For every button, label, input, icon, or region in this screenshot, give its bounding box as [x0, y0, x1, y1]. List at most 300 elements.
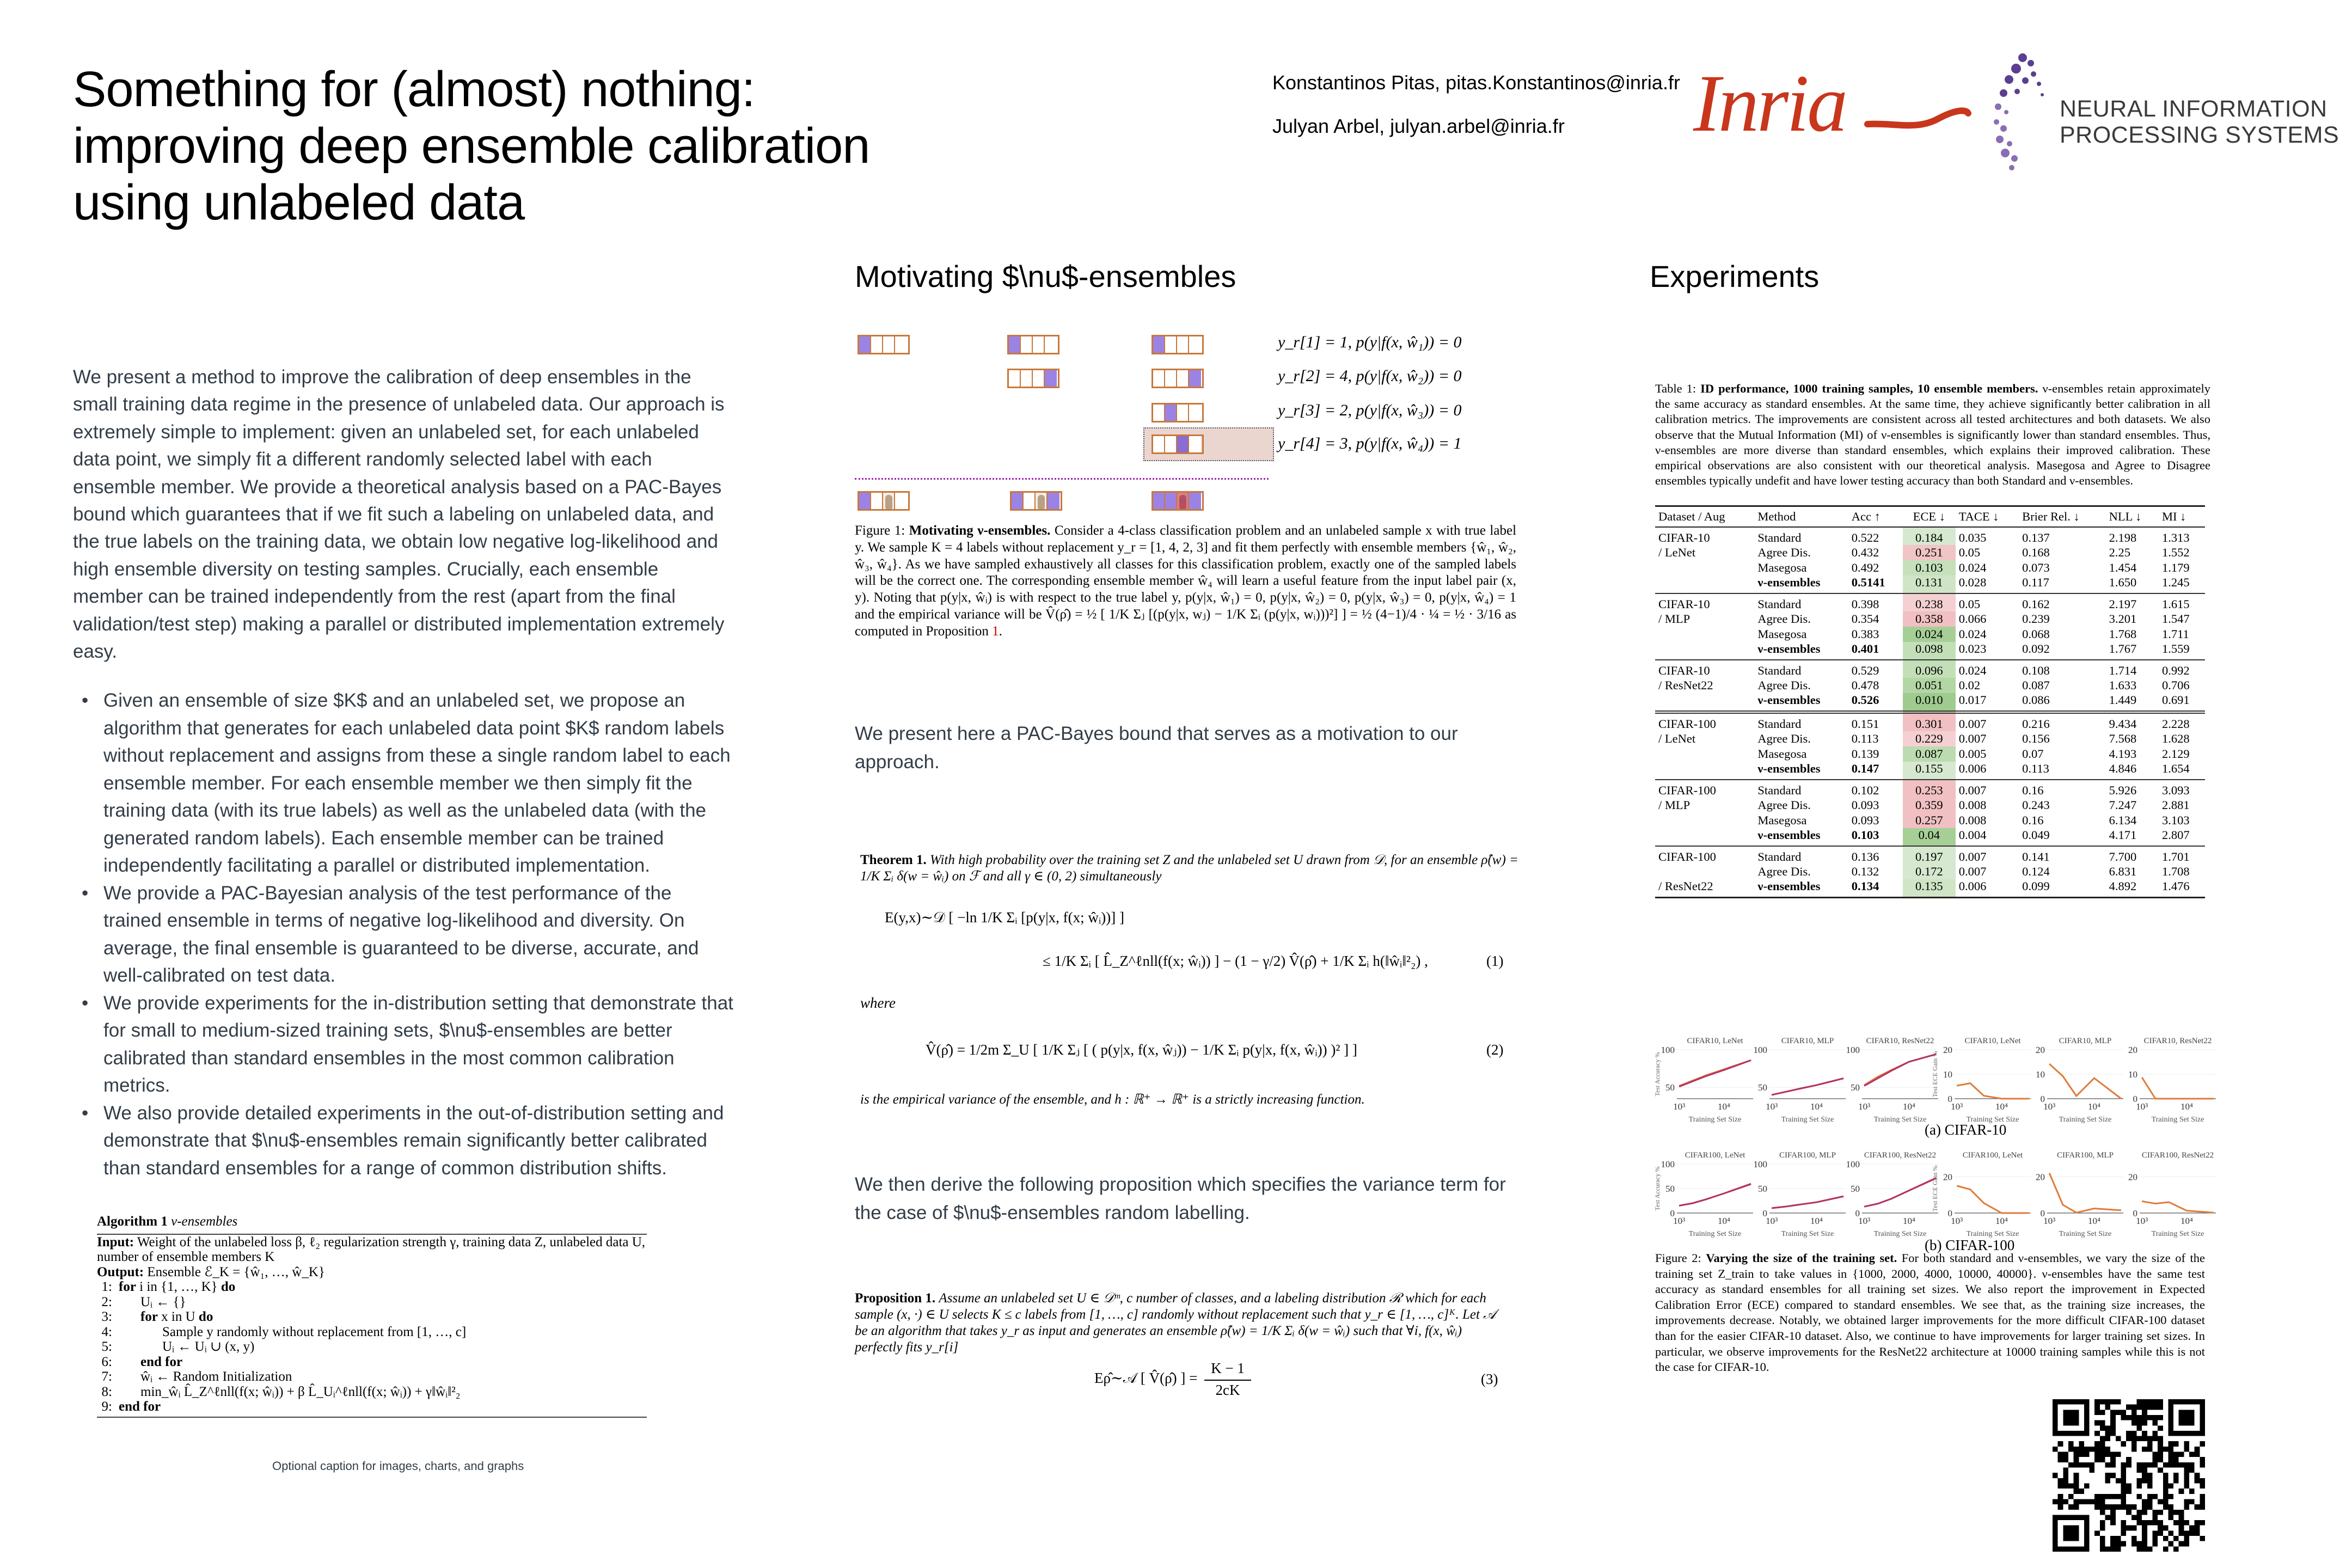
acc-cell: 0.102 — [1851, 783, 1879, 797]
y-tick-label: 20 — [1943, 1045, 1952, 1055]
nll-cell: 4.846 — [2109, 761, 2137, 775]
nll-cell: 3.201 — [2109, 611, 2137, 626]
nll-cell: 4.193 — [2109, 746, 2137, 761]
brier-cell: 0.16 — [2022, 813, 2044, 827]
equation-3-lhs: Eρ̂∼𝒜 [ V̂(ρ̂) ] = — [1094, 1370, 1198, 1386]
table-group — [1655, 846, 2205, 898]
acc-cell: 0.5141 — [1851, 575, 1885, 589]
nll-cell: 2.198 — [2109, 530, 2137, 544]
chart-title: CIFAR100, LeNet — [1685, 1151, 1745, 1160]
x-tick-label: 10³ — [1858, 1101, 1871, 1112]
neurips-wordmark: NEURAL INFORMATION PROCESSING SYSTEMS — [2060, 96, 2339, 148]
brier-cell: 0.137 — [2022, 530, 2050, 544]
y-tick-label: 50 — [1851, 1082, 1860, 1093]
dataset-cell: CIFAR-10 — [1658, 663, 1710, 677]
acc-cell: 0.132 — [1851, 864, 1879, 878]
inria-logo — [1688, 54, 1971, 152]
y-tick-label: 0 — [1670, 1208, 1675, 1218]
dataset-cell: CIFAR-100 — [1658, 783, 1716, 797]
dataset-cell: / ResNet22 — [1658, 879, 1713, 893]
table-row — [1655, 693, 2205, 712]
nll-cell: 1.767 — [2109, 641, 2137, 656]
y-tick-label: 50 — [1665, 1184, 1675, 1194]
x-axis-label: Training Set Size — [2059, 1116, 2112, 1124]
x-tick-label: 10⁴ — [2180, 1216, 2193, 1226]
nll-cell: 1.768 — [2109, 627, 2137, 641]
table-row — [1655, 575, 2205, 593]
figure-1 — [855, 321, 1541, 517]
mini-line-chart — [2118, 1034, 2235, 1130]
nll-cell: 7.247 — [2109, 798, 2137, 812]
contribution-item: • Given an ensemble of size $K$ and an unlabeled set, we propose an algorithm that generates for each unlabeled data point $K$ random labels without replacement and assigns from these a single random label to each ensemble member. For each ensemble member we then simply fit the training data (with its true labels) as well as the unlabeled data (with the generated random labels). Each ensemble member can be trained independently facilitating a parallel or distributed implementation. — [82, 687, 735, 880]
series-line — [1772, 1196, 1843, 1208]
nll-cell: 1.714 — [2109, 663, 2137, 677]
title-line: improving deep ensemble calibration — [73, 118, 870, 174]
brier-cell: 0.239 — [2022, 611, 2050, 626]
column-header: ECE ↓ — [1913, 509, 1945, 523]
theorem-closing: is the empirical variance of the ensemble, and h : ℝ⁺ → ℝ⁺ is a strictly increasing function. — [860, 1092, 1365, 1107]
label-vector — [1152, 335, 1204, 354]
table-row — [1655, 828, 2205, 846]
y-tick-label: 50 — [1758, 1184, 1767, 1194]
dataset-cell — [1655, 575, 1754, 593]
table-1-caption: Table 1: ID performance, 1000 training samples, 10 ensemble members. ν-ensembles retain approximately the same accuracy as standard ensembles. At the same time, they achieve significantly better calibration in all calibration metrics. The improvements are consistent across all tested architectures and both datasets. We also observe that the Mutual Information (MI) of ν-ensembles is significantly lower than standard ensembles. Thus, ν-ensembles are more diverse than standard ensembles, which explains their improved calibration. These empirical observations are also consistent with our theoretical analysis. Masegosa and Agree to Disagree ensembles typically undefit and have lower testing accuracy than both Standard and ν-ensembles. — [1655, 382, 2210, 488]
cat-image-icon — [1036, 493, 1048, 509]
acc-cell: 0.526 — [1851, 693, 1879, 707]
method-cell: Standard — [1757, 597, 1802, 611]
x-tick-label: 10⁴ — [1718, 1101, 1730, 1112]
x-tick-label: 10³ — [1951, 1216, 1963, 1226]
ece-cell: 0.238 — [1903, 593, 1956, 611]
ece-cell: 0.096 — [1903, 660, 1956, 678]
svg-text:Inria: Inria — [1693, 58, 1846, 149]
chart-title: CIFAR100, MLP — [1779, 1151, 1836, 1160]
ece-cell: 0.184 — [1903, 527, 1956, 545]
nll-cell: 6.831 — [2109, 864, 2137, 878]
dataset-cell: / LeNet — [1658, 731, 1696, 745]
chart-title: CIFAR100, ResNet22 — [2141, 1151, 2214, 1160]
table-row — [1655, 813, 2205, 828]
mi-cell: 1.628 — [2161, 731, 2190, 745]
algorithm-step: 6: end for — [101, 1354, 183, 1369]
label-equation: y_r[4] = 3, p(y|f(x, ŵ₄)) = 1 — [1278, 434, 1462, 452]
acc-cell: 0.103 — [1851, 828, 1879, 842]
dataset-cell: CIFAR-10 — [1658, 597, 1710, 611]
tace-cell: 0.006 — [1958, 761, 1987, 775]
x-tick-label: 10³ — [1673, 1101, 1686, 1112]
y-tick-label: 10 — [2036, 1069, 2045, 1080]
brier-cell: 0.073 — [2022, 560, 2050, 574]
chart-title: CIFAR100, MLP — [2057, 1151, 2114, 1160]
method-cell: Masegosa — [1757, 560, 1807, 574]
mi-cell: 1.245 — [2161, 575, 2190, 589]
method-cell: Masegosa — [1757, 627, 1807, 641]
mi-cell: 1.179 — [2161, 560, 2190, 574]
ece-cell: 0.358 — [1903, 611, 1956, 627]
acc-cell: 0.134 — [1851, 879, 1879, 893]
y-tick-label: 0 — [1947, 1094, 1952, 1104]
table-group — [1655, 527, 2205, 593]
x-axis-label: Training Set Size — [1688, 1230, 1742, 1238]
section-title-experiments: Experiments — [1650, 259, 1820, 293]
x-tick-label: 10³ — [1766, 1216, 1778, 1226]
tace-cell: 0.023 — [1958, 641, 1987, 656]
tace-cell: 0.035 — [1958, 530, 1987, 544]
dataset-cell: CIFAR-100 — [1658, 849, 1716, 863]
y-tick-label: 0 — [2133, 1208, 2137, 1218]
method-cell: ν-ensembles — [1757, 575, 1821, 589]
ensemble-output-vector — [1010, 491, 1062, 511]
tace-cell: 0.008 — [1958, 798, 1987, 812]
label-vector — [1007, 335, 1059, 354]
table-row — [1655, 611, 2205, 627]
y-tick-label: 0 — [2040, 1094, 2045, 1104]
algorithm-step: 9: end for — [101, 1399, 161, 1414]
dataset-cell: CIFAR-10 — [1658, 530, 1710, 544]
acc-cell: 0.093 — [1851, 813, 1879, 827]
brier-cell: 0.092 — [2022, 641, 2050, 656]
mi-cell: 1.701 — [2161, 849, 2190, 863]
acc-cell: 0.139 — [1851, 746, 1879, 761]
series-line — [1864, 1178, 1936, 1206]
title-line: using unlabeled data — [73, 175, 525, 230]
algorithm-step: 5: Uᵢ ← Uᵢ ∪ (x, y) — [101, 1339, 255, 1354]
ece-cell: 0.087 — [1903, 746, 1956, 762]
brier-cell: 0.07 — [2022, 746, 2044, 761]
x-tick-label: 10³ — [2136, 1216, 2148, 1226]
y-tick-label: 20 — [2036, 1045, 2045, 1055]
table-row — [1655, 560, 2205, 575]
column-header: Method — [1757, 509, 1796, 523]
ece-cell: 0.024 — [1903, 627, 1956, 642]
brier-cell: 0.124 — [2022, 864, 2050, 878]
acc-cell: 0.093 — [1851, 798, 1879, 812]
y-axis-label: Test Accuracy % — [1653, 1052, 1661, 1097]
x-tick-label: 10⁴ — [1995, 1101, 2008, 1112]
tace-cell: 0.007 — [1958, 731, 1987, 745]
brier-cell: 0.108 — [2022, 663, 2050, 677]
subfigure-label: (b) CIFAR-100 — [1925, 1237, 2015, 1253]
column-header: TACE ↓ — [1958, 509, 1999, 523]
acc-cell: 0.432 — [1851, 545, 1879, 559]
x-tick-label: 10³ — [2043, 1101, 2056, 1112]
tace-cell: 0.066 — [1958, 611, 1987, 626]
method-cell: Standard — [1757, 530, 1802, 544]
acc-cell: 0.478 — [1851, 678, 1879, 692]
algorithm-step: 8: min_ŵᵢ L̂_Z^ℓnll(f(x; ŵᵢ)) + β L̂_Uᵢ^ℓnll(f(x; ŵᵢ)) + γ‖ŵᵢ‖²₂ — [101, 1384, 461, 1399]
y-axis-label: Test ECE Gain % — [1931, 1165, 1939, 1212]
y-tick-label: 100 — [1846, 1045, 1860, 1055]
mi-cell: 3.103 — [2161, 813, 2190, 827]
y-tick-label: 100 — [1753, 1045, 1767, 1055]
brier-cell: 0.216 — [2022, 716, 2050, 731]
theorem-1: Theorem 1. With high probability over the training set Z and the unlabeled set U drawn from 𝒟, for an ensemble ρ̂(w) = 1/K Σᵢ δ(w = ŵᵢ) on ℱ and all γ ∈ (0, 2) simultaneously E(y,x)∼𝒟 [ −ln 1/K Σᵢ [p(y|x, f(x; ŵᵢ))] ] ≤ 1/K Σᵢ [ L̂_Z^ℓnll(f(x; ŵᵢ)) ] − (1 − γ/2) V̂(ρ̂) + 1/K Σᵢ h(‖ŵᵢ‖²₂) , (1) where V̂(ρ̂) = 1/2m Σ_U [ 1/K Σⱼ [ ( p(y|x, f(x, ŵⱼ)) − 1/K Σᵢ p(y|x, f(x, ŵᵢ)) )² ] ] (2) is the empirical variance of the ensemble, and h : ℝ⁺ → ℝ⁺ is a strictly increasing function. — [860, 853, 1518, 1107]
x-axis-label: Training Set Size — [1873, 1116, 1927, 1124]
authors — [1272, 61, 1680, 148]
brier-cell: 0.086 — [2022, 693, 2050, 707]
table-row — [1655, 731, 2205, 746]
algorithm-steps — [97, 1279, 647, 1414]
bullet-icon: • — [82, 1102, 89, 1124]
author-pitas: Konstantinos Pitas, pitas.Konstantinos@inria.fr — [1272, 71, 1680, 94]
acc-cell: 0.492 — [1851, 560, 1879, 574]
equation-number: (1) — [1486, 953, 1504, 969]
y-tick-label: 20 — [2128, 1045, 2137, 1055]
acc-cell: 0.401 — [1851, 641, 1879, 656]
method-cell: ν-ensembles — [1757, 761, 1821, 775]
method-cell: Standard — [1757, 716, 1802, 731]
y-tick-label: 50 — [1758, 1082, 1767, 1093]
ece-cell: 0.135 — [1903, 879, 1956, 898]
method-cell: ν-ensembles — [1757, 641, 1821, 656]
proposition-ref-link[interactable]: 1 — [992, 623, 999, 639]
chart-title: CIFAR100, LeNet — [1962, 1151, 2023, 1160]
table-group — [1655, 712, 2205, 780]
x-tick-label: 10⁴ — [1903, 1101, 1915, 1112]
y-tick-label: 100 — [1753, 1159, 1767, 1169]
dataset-cell: / MLP — [1658, 798, 1690, 812]
method-cell: Agree Dis. — [1757, 545, 1811, 559]
section-title-motivating: Motivating $\nu$-ensembles — [855, 259, 1236, 293]
mi-cell: 0.992 — [2161, 663, 2190, 677]
series-line — [2049, 1064, 2121, 1099]
x-tick-label: 10³ — [1951, 1101, 1963, 1112]
y-tick-label: 20 — [2128, 1172, 2137, 1183]
tace-cell: 0.004 — [1958, 828, 1987, 842]
dataset-cell: CIFAR-100 — [1658, 716, 1716, 731]
table-row — [1655, 762, 2205, 780]
y-tick-label: 0 — [2133, 1094, 2137, 1104]
series-line — [2049, 1173, 2121, 1213]
label-vector — [1152, 434, 1204, 454]
method-cell: Masegosa — [1757, 746, 1807, 761]
method-cell: ν-ensembles — [1757, 828, 1821, 842]
table-row — [1655, 798, 2205, 813]
series-line — [1864, 1054, 1936, 1086]
dataset-cell: / ResNet22 — [1658, 678, 1713, 692]
brier-cell: 0.156 — [2022, 731, 2050, 745]
ece-cell: 0.197 — [1903, 846, 1956, 864]
ensemble-output-vector — [857, 491, 910, 511]
image-caption: Optional caption for images, charts, and graphs — [272, 1459, 524, 1473]
series-line — [1957, 1083, 2029, 1099]
ece-cell: 0.253 — [1903, 780, 1956, 798]
chart-title: CIFAR10, MLP — [2059, 1037, 2112, 1045]
equation-3-denominator: 2cK — [1215, 1382, 1240, 1398]
column-header: Acc ↑ — [1851, 509, 1881, 523]
tace-cell: 0.05 — [1958, 597, 1981, 611]
nll-cell: 6.134 — [2109, 813, 2137, 827]
equation-1-lhs: E(y,x)∼𝒟 [ −ln 1/K Σᵢ [p(y|x, f(x; ŵᵢ))] ] — [885, 909, 1124, 926]
algorithm-title: Algorithm 1 ν-ensembles — [97, 1214, 238, 1229]
mi-cell: 0.706 — [2161, 678, 2190, 692]
algorithm-output: Output: Ensemble ℰ_K = {ŵ₁, …, ŵ_K} — [97, 1264, 325, 1279]
x-tick-label: 10⁴ — [1718, 1216, 1730, 1226]
qr-code[interactable] — [2053, 1399, 2205, 1552]
figure-2 — [1650, 1034, 2232, 1263]
x-axis-label: Training Set Size — [1781, 1116, 1834, 1124]
table-row — [1655, 627, 2205, 642]
y-tick-label: 50 — [1665, 1082, 1675, 1093]
divider-line — [855, 478, 1269, 480]
chart-title: CIFAR10, MLP — [1781, 1037, 1834, 1045]
y-tick-label: 0 — [1762, 1208, 1767, 1218]
dataset-cell — [1655, 693, 1754, 712]
table-row — [1655, 712, 2205, 731]
table-row — [1655, 846, 2205, 864]
acc-cell: 0.354 — [1851, 611, 1879, 626]
nll-cell: 7.568 — [2109, 731, 2137, 745]
y-tick-label: 10 — [2128, 1069, 2137, 1080]
nll-cell: 9.434 — [2109, 716, 2137, 731]
mi-cell: 1.547 — [2161, 611, 2190, 626]
method-cell: Agree Dis. — [1757, 731, 1811, 745]
mi-cell: 2.807 — [2161, 828, 2190, 842]
table-row — [1655, 545, 2205, 560]
ece-cell: 0.229 — [1903, 731, 1956, 746]
tace-cell: 0.02 — [1958, 678, 1981, 692]
chart-title: CIFAR100, ResNet22 — [1864, 1151, 1937, 1160]
acc-cell: 0.147 — [1851, 761, 1879, 775]
equation-number: (3) — [1481, 1371, 1498, 1387]
method-cell: ν-ensembles — [1757, 879, 1821, 893]
y-tick-label: 100 — [1846, 1159, 1860, 1169]
dataset-cell: / MLP — [1658, 611, 1690, 626]
tace-cell: 0.008 — [1958, 813, 1987, 827]
label-vector — [1152, 403, 1204, 422]
mi-cell: 3.093 — [2161, 783, 2190, 797]
x-tick-label: 10³ — [1766, 1101, 1778, 1112]
ece-cell: 0.131 — [1903, 575, 1956, 593]
ece-cell: 0.301 — [1903, 712, 1956, 731]
where-label: where — [860, 995, 896, 1011]
y-axis-label: Test ECE Gain % — [1931, 1051, 1939, 1098]
table-row — [1655, 527, 2205, 545]
algorithm-box — [97, 1214, 647, 1418]
mi-cell: 1.559 — [2161, 641, 2190, 656]
series-line — [1679, 1184, 1751, 1206]
brier-cell: 0.243 — [2022, 798, 2050, 812]
brier-cell: 0.049 — [2022, 828, 2050, 842]
table-row — [1655, 864, 2205, 879]
title-line: Something for (almost) nothing: — [73, 62, 755, 117]
acc-cell: 0.151 — [1851, 716, 1879, 731]
table-row — [1655, 879, 2205, 898]
brier-cell: 0.113 — [2022, 761, 2049, 775]
tace-cell: 0.006 — [1958, 879, 1987, 893]
equation-1-rhs: ≤ 1/K Σᵢ [ L̂_Z^ℓnll(f(x; ŵᵢ)) ] − (1 − γ/2) V̂(ρ̂) + 1/K Σᵢ h(‖ŵᵢ‖²₂) , — [1043, 953, 1428, 969]
ece-cell: 0.251 — [1903, 545, 1956, 560]
y-tick-label: 100 — [1661, 1159, 1675, 1169]
dataset-cell — [1655, 746, 1754, 762]
y-tick-label: 0 — [1947, 1208, 1952, 1218]
method-cell: Agree Dis. — [1757, 611, 1811, 626]
series-line — [1772, 1079, 1843, 1095]
x-tick-label: 10⁴ — [2088, 1216, 2100, 1226]
brier-cell: 0.087 — [2022, 678, 2050, 692]
x-tick-label: 10⁴ — [1810, 1101, 1823, 1112]
mini-line-chart — [2118, 1149, 2235, 1244]
contribution-list — [82, 687, 735, 1182]
nll-cell: 7.700 — [2109, 849, 2137, 863]
y-tick-label: 50 — [1851, 1184, 1860, 1194]
equation-3-numerator: K − 1 — [1211, 1360, 1245, 1376]
ensemble-output-vector — [1152, 491, 1204, 511]
mi-cell: 1.654 — [2161, 761, 2190, 775]
mi-cell: 1.711 — [2161, 627, 2189, 641]
pac-bayes-intro: We present here a PAC-Bayes bound that serves as a motivation to our approach. — [855, 723, 1458, 773]
method-cell: Agree Dis. — [1757, 678, 1811, 692]
table-group — [1655, 660, 2205, 712]
label-vector — [1152, 369, 1204, 388]
dataset-cell — [1655, 864, 1754, 879]
x-axis-label: Training Set Size — [1966, 1230, 2019, 1238]
ece-cell: 0.103 — [1903, 560, 1956, 575]
chart-title: CIFAR10, ResNet22 — [1866, 1037, 1934, 1045]
method-cell: ν-ensembles — [1757, 693, 1821, 707]
figure-2-caption: Figure 2: Varying the size of the training set. For both standard and ν-ensembles, we vary the size of the training set Z_train to take values in {1000, 2000, 4000, 10000, 40000}. ν-ensembles have the same test accuracy as standard ensembles for all training set sizes. We also report the improvement in Expected Calibration Error (ECE) compared to standard ensembles. We see that, as the training size increases, the improvements decrease. Notably, we obtained larger improvements for the more difficult CIFAR-100 dataset than for the easier CIFAR-10 dataset. Also, we continue to have improvements for larger training set sizes. In particular, we observe improvements for the ResNet22 architecture at 10000 training samples while this is not the case for CIFAR-10. — [1655, 1251, 2205, 1374]
acc-cell: 0.383 — [1851, 627, 1879, 641]
algorithm-input: Input: Weight of the unlabeled loss β, ℓ₂ regularization strength γ, training data Z, unlabeled data U, number of ensemble members K — [97, 1234, 646, 1264]
x-axis-label: Training Set Size — [1781, 1230, 1834, 1238]
equation-number: (2) — [1486, 1042, 1504, 1058]
chart-title: CIFAR10, LeNet — [1687, 1037, 1743, 1045]
series-line — [1679, 1184, 1751, 1206]
x-axis-label: Training Set Size — [1966, 1116, 2019, 1124]
method-cell: Standard — [1757, 849, 1802, 863]
table-group — [1655, 780, 2205, 846]
y-tick-label: 0 — [2040, 1208, 2045, 1218]
figure-1-caption: Figure 1: Motivating ν-ensembles. Consider a 4-class classification problem and an unlabeled sample x with true label y. We sample K = 4 labels without replacement y_r = [1, 4, 2, 3] and fit them perfectly with ensemble members {ŵ₁, ŵ₂, ŵ₃, ŵ₄}. As we have sampled exhaustively all classes for this classification problem, exactly one of the sampled labels will be the correct one. The corresponding ensemble member ŵ₄ will learn a useful feature from the input label pair (x, y). Noting that p(y|x, ŵᵢ) is with respect to the true label y, p(y|x, ŵ₁) = 0, p(y|x, ŵ₂) = 0, p(y|x, ŵ₃) = 0, p(y|x, ŵ₄) = 1 and the empirical variance will be V̂(ρ̂) = ½ [ 1/K Σⱼ [(p(y|x, wⱼ) − 1/K Σᵢ (p(y|x, wᵢ)))²] ] = ½ (4−1)/4 · ¼ = ½ · 3/16 as computed in Proposition 1. — [855, 523, 1517, 639]
dataset-cell: / LeNet — [1658, 545, 1696, 559]
series-line — [1679, 1060, 1751, 1086]
bullet-icon: • — [82, 992, 89, 1014]
proposition-1: Proposition 1. Assume an unlabeled set U ∈ 𝒟ᵐ, c number of classes, and a labeling distribution ℛ which for each sample (x, ·) ∈ U selects K ≤ c labels from [1, …, c] randomly without replacement such that y_r ∈ [1, …, c]ᴷ. Let 𝒜 be an algorithm that takes y_r as input and generates an ensemble ρ̂(w) = 1/K Σᵢ δ(w = ŵᵢ) such that ∀i, f(x, ŵᵢ) perfectly fits y_r[i] Eρ̂∼𝒜 [ V̂(ρ̂) ] = K − 1 2cK (3) — [855, 1291, 1498, 1398]
ece-cell: 0.359 — [1903, 798, 1956, 813]
series-line — [1957, 1186, 2029, 1213]
proposition-intro: We then derive the following proposition which specifies the variance term for the case of $\nu$-ensembles random labelling. — [855, 1174, 1506, 1223]
mi-cell: 1.708 — [2161, 864, 2190, 878]
tace-cell: 0.007 — [1958, 783, 1987, 797]
chart-title: CIFAR10, LeNet — [1964, 1037, 2021, 1045]
algorithm-step: 1: for i in {1, …, K} do — [101, 1279, 236, 1294]
column-header: Brier Rel. ↓ — [2022, 509, 2080, 523]
ece-cell: 0.155 — [1903, 762, 1956, 780]
label-equation: y_r[2] = 4, p(y|f(x, ŵ₂)) = 0 — [1278, 367, 1462, 385]
tace-cell: 0.007 — [1958, 849, 1987, 863]
nll-cell: 4.171 — [2109, 828, 2137, 842]
dataset-cell — [1655, 627, 1754, 642]
mi-cell: 1.552 — [2161, 545, 2190, 559]
tace-cell: 0.024 — [1958, 663, 1987, 677]
x-tick-label: 10⁴ — [1903, 1216, 1915, 1226]
x-axis-label: Training Set Size — [1873, 1230, 1927, 1238]
table-group — [1655, 593, 2205, 660]
table-header-row — [1655, 506, 2205, 527]
table-row — [1655, 678, 2205, 693]
mi-cell: 1.615 — [2161, 597, 2190, 611]
ece-cell: 0.051 — [1903, 678, 1956, 693]
algorithm-step: 4: Sample y randomly without replacement from [1, …, c] — [101, 1324, 467, 1339]
mi-cell: 0.691 — [2161, 693, 2190, 707]
tace-cell: 0.007 — [1958, 864, 1987, 878]
cat-image-icon — [1177, 493, 1189, 509]
x-tick-label: 10⁴ — [2088, 1101, 2100, 1112]
series-line — [2142, 1077, 2214, 1099]
acc-cell: 0.136 — [1851, 849, 1879, 863]
brier-cell: 0.162 — [2022, 597, 2050, 611]
brier-cell: 0.117 — [2022, 575, 2049, 589]
